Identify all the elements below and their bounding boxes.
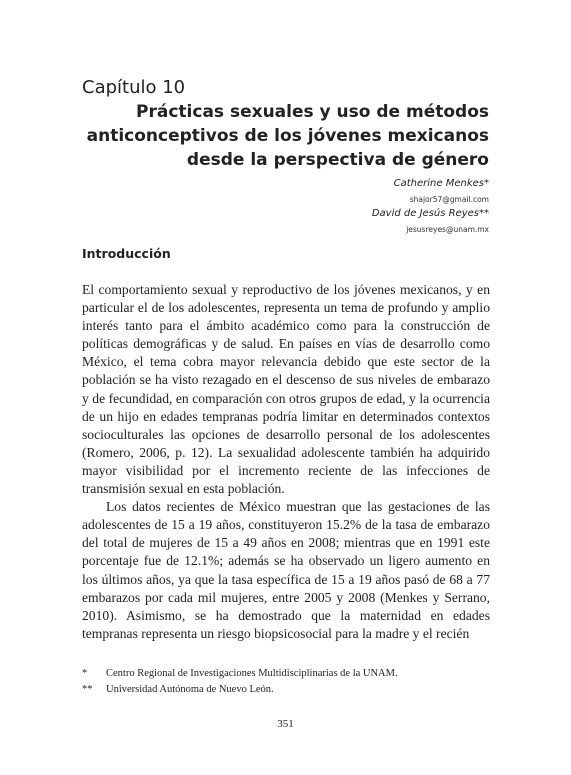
body-text: [82, 281, 490, 643]
author-email: shajor57@gmail.com: [409, 195, 489, 204]
section-heading: Introducción: [82, 246, 171, 261]
paragraph: Los datos recientes de México muestran que las gestaciones de las adolescentes de 15 a 19 años, constituyeron 15.2% de la tasa de embarazo del total de mujeres de 15 a 49 años en 2008; mientras que en 1991 este porcentaje fue de 12.1%; además se ha observado un ligero aumento en los últimos años, ya que la tasa específica de 15 a 19 años pasó de 68 a 77 embarazos por cada mil mujeres, entre 2005 y 2008 (Menkes y Serrano, 2010). Asimismo, se ha demostrado que la maternidad en edades tempranas representa un riesgo biopsicosocial para la madre y el recién: [82, 499, 490, 641]
chapter-title: [69, 100, 489, 172]
chapter-title-line: anticonceptivos de los jóvenes mexicanos: [86, 126, 489, 146]
chapter-label: Capítulo 10: [82, 77, 186, 98]
footnote: [82, 666, 398, 682]
chapter-title-line: desde la perspectiva de género: [186, 150, 489, 170]
author-name: David de Jesús Reyes**: [371, 208, 489, 219]
page-number: 351: [277, 718, 294, 730]
footnote-mark: *: [82, 668, 88, 679]
footnote: [82, 682, 398, 698]
footnotes: [82, 666, 398, 698]
footnote-text: Centro Regional de Investigaciones Multidisciplinarias de la UNAM.: [106, 668, 398, 679]
author-name: Catherine Menkes*: [393, 178, 489, 189]
footnote-mark: **: [82, 684, 93, 695]
paragraph: El comportamiento sexual y reproductivo de los jóvenes mexicanos, y en particular el de los adolescentes, representa un tema de profundo y amplio interés tanto para el ámbito académico como para la construcción de políticas demográficas y de salud. En países en vías de desarrollo como México, el tema cobra mayor relevancia debido que este sector de la población se ha visto rezagado en el descenso de sus niveles de embarazo y de fecundidad, en comparación con otros grupos de edad, y la ocurrencia de un hijo en edades tempranas podría limitar en determinados contextos socioculturales las opciones de desarrollo personal de los adolescentes (Romero, 2006, p. 12). La sexualidad adolescente también ha adquirido mayor visibilidad por el incremento reciente de las infecciones de transmisión sexual en esta población.: [82, 282, 490, 497]
author-email: jesusreyes@unam.mx: [406, 225, 489, 234]
chapter-title-line: Prácticas sexuales y uso de métodos: [136, 102, 489, 122]
footnote-text: Universidad Autónoma de Nuevo León.: [106, 684, 274, 695]
